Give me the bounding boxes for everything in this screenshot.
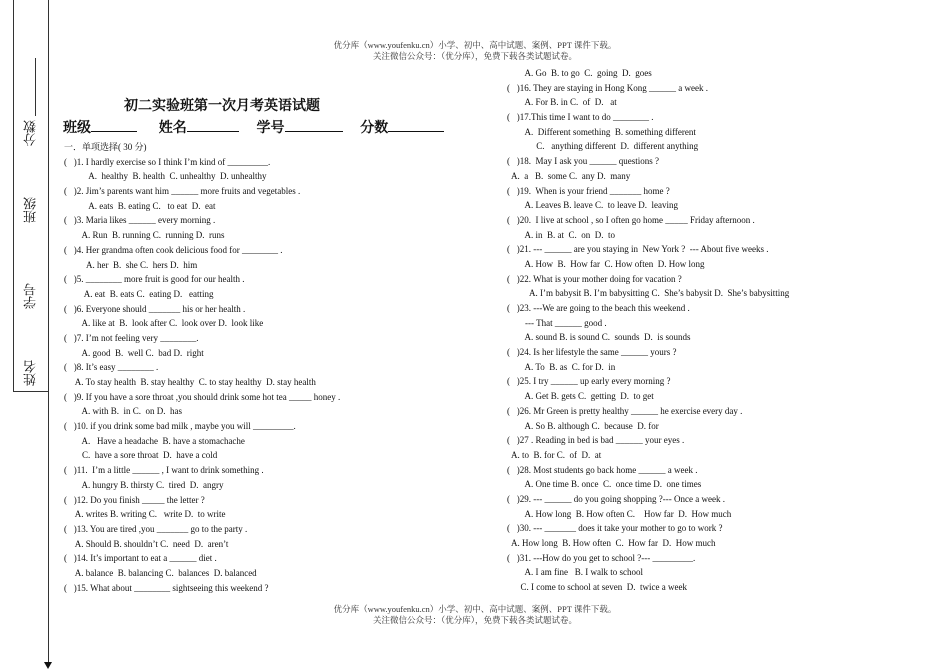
question-line: A. eats B. eating C. to eat D. eat	[64, 200, 216, 211]
question-line: A. One time B. once C. once time D. one times	[507, 479, 702, 490]
header-line-2: 关注微信公众号：（优分库），免费下载各类试题试卷。	[372, 51, 577, 61]
question-line: A. How B. How far C. How often D. How long	[507, 258, 705, 269]
question-line: A. Go B. to go C. going D. goes	[507, 68, 652, 78]
question-line: ( )23. ---We are going to the beach this weekend .	[507, 303, 690, 313]
question-line: ( )19. When is your friend _______ home ?	[507, 185, 670, 196]
question-line: ( )12. Do you finish _____ the letter ?	[64, 494, 205, 505]
score-label: 分数	[360, 120, 389, 136]
question-line: ( )15. What about ________ sightseeing this weekend ?	[64, 582, 269, 593]
question-line: A. balance B. balancing C. balances D. balanced	[64, 567, 257, 578]
question-line: ( )11. I’m a little ______ , I want to drink something .	[64, 465, 264, 476]
question-line: A. Different something B. something different	[507, 126, 696, 137]
score-field[interactable]	[388, 117, 444, 132]
question-line: A. I am fine B. I walk to school	[507, 567, 643, 578]
name-label: 姓名	[158, 120, 187, 136]
binding-strip	[13, 0, 49, 392]
question-line: C. have a sore throat D. have a cold	[64, 450, 218, 461]
binding-class-label: 班级	[24, 197, 39, 223]
question-line: ( )28. Most students go back home ______ a week .	[507, 464, 698, 475]
question-line: ( )3. Maria likes ______ every morning .	[64, 215, 216, 226]
question-line: C. I come to school at seven D. twice a week	[507, 582, 687, 593]
number-label: 学号	[256, 120, 285, 136]
footer-line-2: 关注微信公众号：（优分库），免费下载各类试题试卷。	[372, 615, 577, 625]
question-line: ( )31. ---How do you get to school ?--- _________.	[507, 552, 696, 563]
question-line: A. How long B. How often C. How far D. How much	[507, 508, 732, 519]
question-line: C. anything different D. different anything	[507, 141, 699, 152]
question-line: ( )27 . Reading in bed is bad ______ your eyes .	[507, 435, 685, 446]
question-line: A. So B. although C. because D. for	[507, 420, 659, 431]
name-field[interactable]	[187, 117, 239, 132]
binding-line	[48, 392, 49, 664]
question-line: A. in B. at C. on D. to	[507, 229, 616, 240]
question-line: ( )14. It’s important to eat a ______ diet .	[64, 553, 217, 564]
class-field[interactable]	[91, 117, 137, 132]
arrow-down-icon	[44, 662, 52, 669]
question-line: A. Leaves B. leave C. to leave D. leaving	[507, 200, 678, 211]
question-line: A. Should B. shouldn’t C. need D. aren’t	[64, 538, 229, 549]
binding-score-label: 分数	[24, 120, 39, 146]
question-line: ( )29. --- ______ do you going shopping ?--- Once a week .	[507, 493, 725, 504]
question-line: ( )18. May I ask you ______ questions ?	[507, 156, 659, 167]
question-line: ( )16. They are staying in Hong Kong ______ a week .	[507, 82, 709, 93]
question-line: A. good B. well C. bad D. right	[64, 347, 204, 358]
question-line: ( )8. It’s easy ________ .	[64, 362, 159, 373]
question-line: A. Have a headache B. have a stomachache	[64, 435, 245, 446]
question-line: A. sound B. is sound C. sounds D. is sounds	[507, 332, 691, 343]
question-line: A. healthy B. health C. unhealthy D. unhealthy	[64, 171, 267, 182]
question-line: A. Get B. gets C. getting D. to get	[507, 391, 654, 402]
question-line: A. For B. in C. of D. at	[507, 97, 617, 108]
question-line: A. To stay health B. stay healthy C. to stay healthy D. stay health	[64, 377, 316, 387]
question-line: ( )30. --- _______ does it take your mother to go to work ?	[507, 523, 723, 534]
question-line: ( )22. What is your mother doing for vacation ?	[507, 273, 682, 284]
question-line: ( )1. I hardly exercise so I think I’m kind of _________.	[64, 156, 271, 167]
question-line: ( )2. Jim’s parents want him ______ more fruits and vegetables .	[64, 186, 301, 197]
page-header	[280, 40, 670, 62]
question-line: ( )6. Everyone should _______ his or her health .	[64, 303, 246, 314]
question-line: A. writes B. writing C. write D. to write	[64, 509, 226, 520]
question-line: ( )9. If you have a sore throat ,you should drink some hot tea _____ honey .	[64, 391, 341, 402]
question-line: ( )17.This time I want to do ________ .	[507, 112, 654, 123]
number-field[interactable]	[285, 117, 343, 132]
binding-number-label: 学号	[24, 283, 39, 309]
page-title: 初二实验班第一次月考英语试题	[124, 98, 320, 114]
header-line-1: 优分库（www.youfenku.cn）小学、初中、高中试题、案例、PPT 课件下载。	[333, 40, 617, 50]
question-line: ( )13. You are tired ,you _______ go to the party .	[64, 523, 248, 534]
question-line: A. with B. in C. on D. has	[64, 406, 183, 417]
question-line: A. Run B. running C. running D. runs	[64, 230, 225, 241]
binding-name-label: 姓名	[24, 360, 39, 386]
question-line: A. hungry B. thirsty C. tired D. angry	[64, 479, 224, 490]
question-line: ( )4. Her grandma often cook delicious food for ________ .	[64, 244, 283, 255]
question-line: A. To B. as C. for D. in	[507, 361, 616, 372]
question-line: ( )5. ________ more fruit is good for our health .	[64, 274, 245, 285]
question-line: ( )21. --- ______ are you staying in New York ? --- About five weeks .	[507, 244, 769, 255]
question-line: A. How long B. How often C. How far D. How much	[507, 538, 716, 548]
class-label: 班级	[63, 120, 91, 136]
question-line: A. her B. she C. hers D. him	[64, 259, 198, 270]
footer-line-1: 优分库（www.youfenku.cn）小学、初中、高中试题、案例、PPT 课件下载。	[333, 604, 617, 614]
left-column	[64, 140, 464, 595]
question-line: ( )7. I’m not feeling very ________.	[64, 332, 199, 343]
question-line: ( )10. if you drink some bad milk , maybe you will _________.	[64, 421, 296, 432]
question-line: A. like at B. look after C. look over D. look like	[64, 318, 264, 329]
student-info-line	[63, 117, 444, 137]
question-line: ( )25. I try ______ up early every morning ?	[507, 376, 671, 387]
question-line: A. a B. some C. any D. many	[507, 170, 631, 181]
right-column	[507, 66, 917, 595]
question-line: A. eat B. eats C. eating D. eatting	[64, 288, 214, 299]
question-line: ( )24. Is her lifestyle the same ______ yours ?	[507, 347, 677, 358]
question-line: --- That ______ good .	[507, 317, 607, 328]
question-line: A. I’m babysit B. I’m babysitting C. She’s babysit D. She’s babysitting	[507, 288, 790, 299]
question-line: A. to B. for C. of D. at	[507, 449, 602, 460]
question-line: ( )26. Mr Green is pretty healthy ______ he exercise every day .	[507, 405, 743, 416]
question-line: 一．单项选择( 30 分)	[64, 142, 147, 152]
question-line: ( )20. I live at school , so I often go home _____ Friday afternoon .	[507, 214, 755, 225]
binding-score-blank	[35, 58, 36, 116]
page-footer	[280, 604, 670, 626]
